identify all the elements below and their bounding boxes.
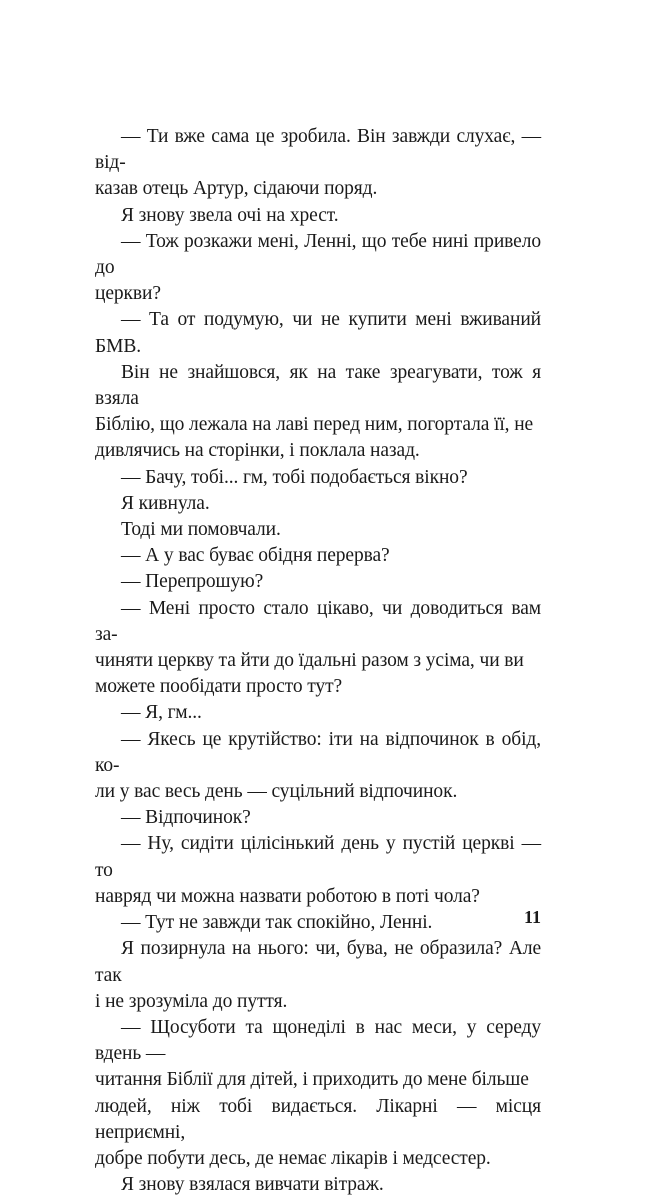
paragraph: — Відпочинок? [121, 807, 251, 829]
paragraph: — Якесь це крутійство: іти на відпочинок в обід, ко- ли у вас весь день — суцільний відпочинок. [95, 728, 541, 803]
paragraph: Я кивнула. [121, 492, 210, 514]
paragraph: — Щосуботи та щонеділі в нас меси, у середу вдень — читання Біблії для дітей, і приходить до мене більше людей, ніж тобі видається. Лікарні — місця неприємні, добре побути десь, де немає лікарів і медсестер. [95, 1016, 541, 1169]
body-text [95, 124, 541, 1198]
paragraph: Я позирнула на нього: чи, бува, не образила? Але так і не зрозуміла до пуття. [95, 938, 541, 1012]
paragraph: — Я, гм... [121, 702, 202, 724]
paragraph: Я знову звела очі на хрест. [121, 204, 339, 226]
paragraph: — Мені просто стало цікаво, чи доводиться вам за- чиняти церкву та йти до їдальні разом з усіма, чи ви можете пообідати просто тут? [95, 597, 541, 698]
page-number: 11 [523, 907, 541, 927]
paragraph: — Бачу, тобі... гм, тобі подобається вікно? [121, 466, 468, 488]
paragraph: — Тут не завжди так спокійно, Ленні. [121, 912, 433, 934]
paragraph: — А у вас буває обідня перерва? [121, 545, 390, 567]
paragraph: — Перепрошую? [121, 571, 264, 593]
paragraph: Він не знайшовся, як на таке зреагувати, тож я взяла Біблію, що лежала на лаві перед ним, погортала її, не дивлячись на сторінки, і поклала назад. [95, 361, 541, 462]
paragraph: Тоді ми помовчали. [121, 519, 281, 541]
paragraph: — Ти вже сама це зробила. Він завжди слухає, — від- казав отець Артур, сідаючи поряд. [95, 126, 541, 200]
paragraph: — Тож розкажи мені, Ленні, що тебе нині привело до церкви? [95, 230, 541, 305]
paragraph: Я знову взялася вивчати вітраж. [121, 1174, 384, 1196]
paragraph: — Та от подумую, чи не купити мені вживаний БМВ. [95, 309, 541, 357]
paragraph: — Ну, сидіти цілісінький день у пустій церкві — то навряд чи можна назвати роботою в поті чола? [95, 833, 541, 907]
